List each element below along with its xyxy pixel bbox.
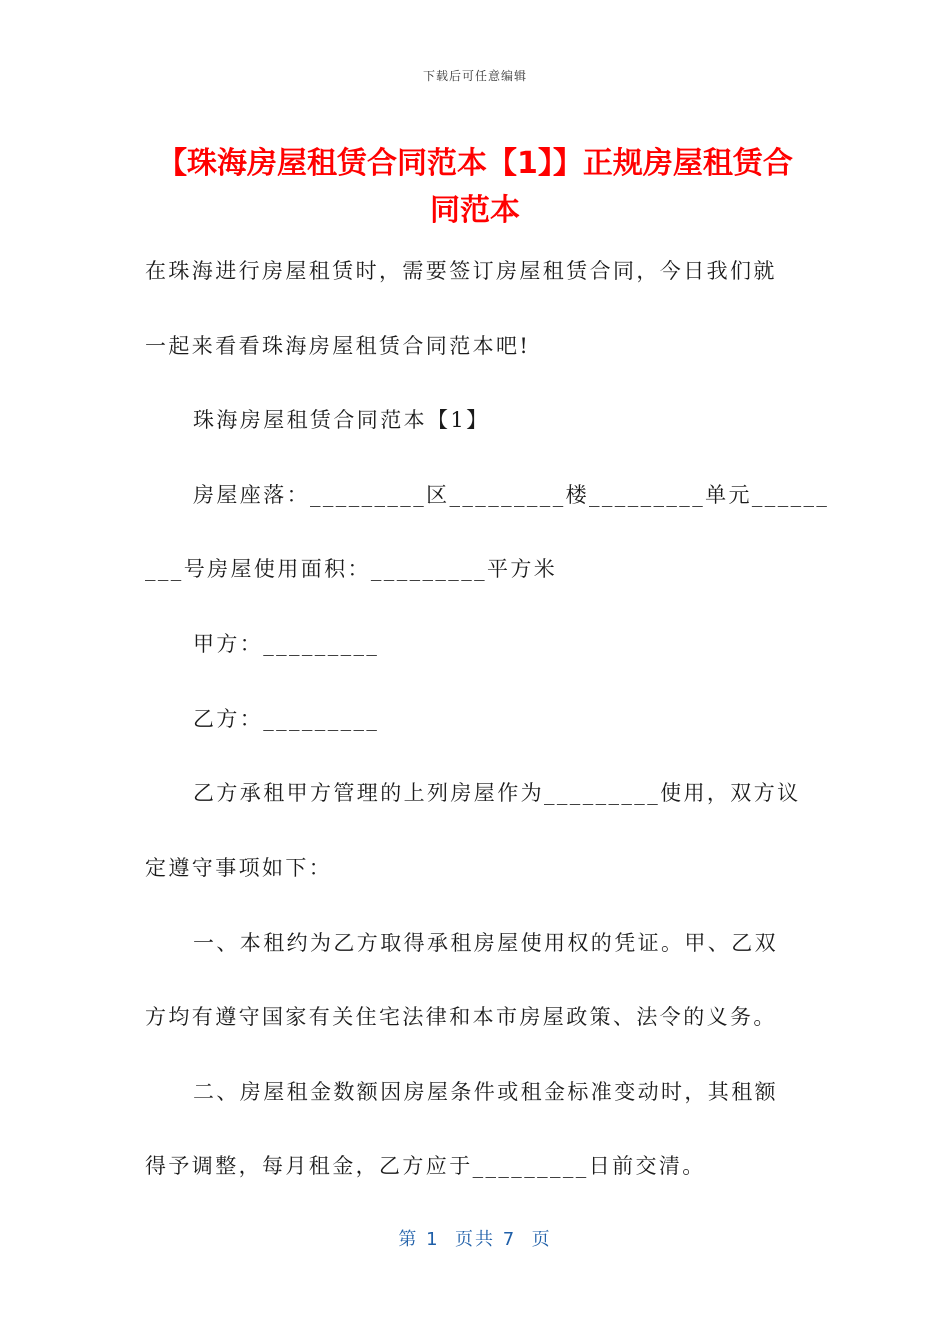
section-heading: 珠海房屋租赁合同范本【1】: [193, 408, 490, 432]
paragraph-line: 乙方承租甲方管理的上列房屋作为_________使用，双方议: [193, 781, 801, 805]
page-footer: 第 1 页共 7 页: [398, 1229, 552, 1250]
party-b-line: 乙方：_________: [193, 707, 380, 731]
paragraph-line: 在珠海进行房屋租赁时，需要签订房屋租赁合同，今日我们就: [145, 259, 777, 283]
paragraph-line: 定遵守事项如下：: [145, 856, 333, 880]
paragraph-line: 一起来看看珠海房屋租赁合同范本吧!: [145, 334, 531, 358]
header-note: 下载后可任意编辑: [422, 69, 527, 83]
document-title: 【珠海房屋租赁合同范本【1】】正规房屋租赁合同范本: [157, 146, 793, 228]
clause-line: 一、本租约为乙方取得承租房屋使用权的凭证。甲、乙双: [193, 931, 778, 955]
clause-line: 得予调整，每月租金，乙方应于_________日前交清。: [145, 1154, 706, 1178]
paragraph-line: ___号房屋使用面积：_________平方米: [145, 557, 558, 581]
paragraph-line: 房屋座落：_________区_________楼_________单元______: [193, 483, 830, 507]
clause-line: 二、房屋租金数额因房屋条件或租金标准变动时，其租额: [193, 1080, 778, 1104]
clause-line: 方均有遵守国家有关住宅法律和本市房屋政策、法令的义务。: [145, 1005, 777, 1029]
party-a-line: 甲方：_________: [193, 632, 380, 656]
